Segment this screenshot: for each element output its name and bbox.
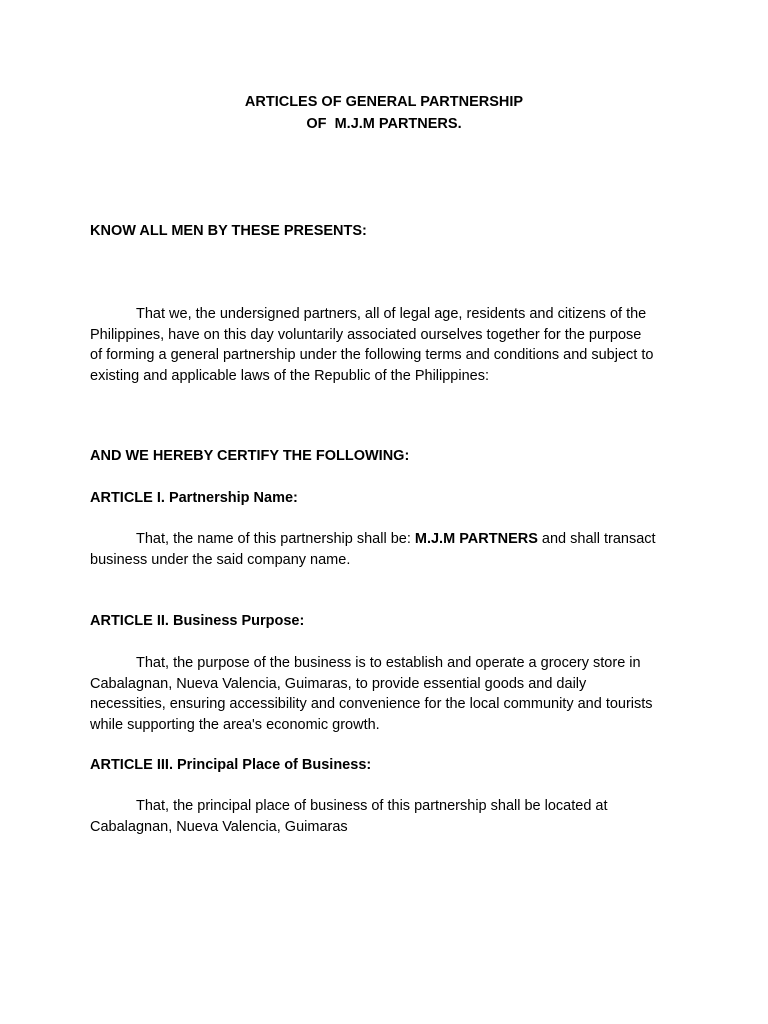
certify-heading: AND WE HEREBY CERTIFY THE FOLLOWING:: [90, 448, 410, 464]
preamble-paragraph: [90, 304, 682, 386]
paragraph-line: That, the purpose of the business is to establish and operate a grocery store in: [136, 655, 641, 671]
document-title-line-2: OF M.J.M PARTNERS.: [306, 116, 462, 132]
paragraph-line: of forming a general partnership under the following terms and conditions and subject to: [90, 347, 654, 363]
paragraph-line: business under the said company name.: [90, 551, 351, 568]
article-1-paragraph: [90, 529, 682, 570]
article-3-heading: ARTICLE III. Principal Place of Business:: [90, 757, 372, 773]
paragraph-line: Cabalagnan, Nueva Valencia, Guimaras: [90, 818, 348, 835]
paragraph-line: existing and applicable laws of the Republic of the Philippines:: [90, 367, 489, 384]
preamble-heading: KNOW ALL MEN BY THESE PRESENTS:: [90, 223, 367, 239]
article-1-heading: ARTICLE I. Partnership Name:: [90, 490, 298, 506]
paragraph-line: necessities, ensuring accessibility and convenience for the local community and tourists: [90, 696, 653, 712]
paragraph-line: Cabalagnan, Nueva Valencia, Guimaras, to provide essential goods and daily: [90, 675, 587, 692]
paragraph-line: while supporting the area's economic growth.: [90, 716, 380, 733]
article-1-text-after: and shall transact: [537, 531, 656, 547]
paragraph-line: [90, 529, 682, 550]
paragraph-line: That we, the undersigned partners, all of legal age, residents and citizens of the: [136, 306, 647, 322]
article-2-heading: ARTICLE II. Business Purpose:: [90, 613, 305, 629]
paragraph-line: Philippines, have on this day voluntarily associated ourselves together for the purpose: [90, 326, 642, 343]
document-title-line-1: ARTICLES OF GENERAL PARTNERSHIP: [244, 94, 524, 110]
article-2-paragraph: [90, 653, 682, 735]
article-3-paragraph: [90, 796, 682, 837]
article-1-text-before: That, the name of this partnership shall be:: [136, 531, 415, 547]
paragraph-line: That, the principal place of business of this partnership shall be located at: [136, 798, 608, 814]
partnership-name: M.J.M PARTNERS: [414, 531, 538, 547]
